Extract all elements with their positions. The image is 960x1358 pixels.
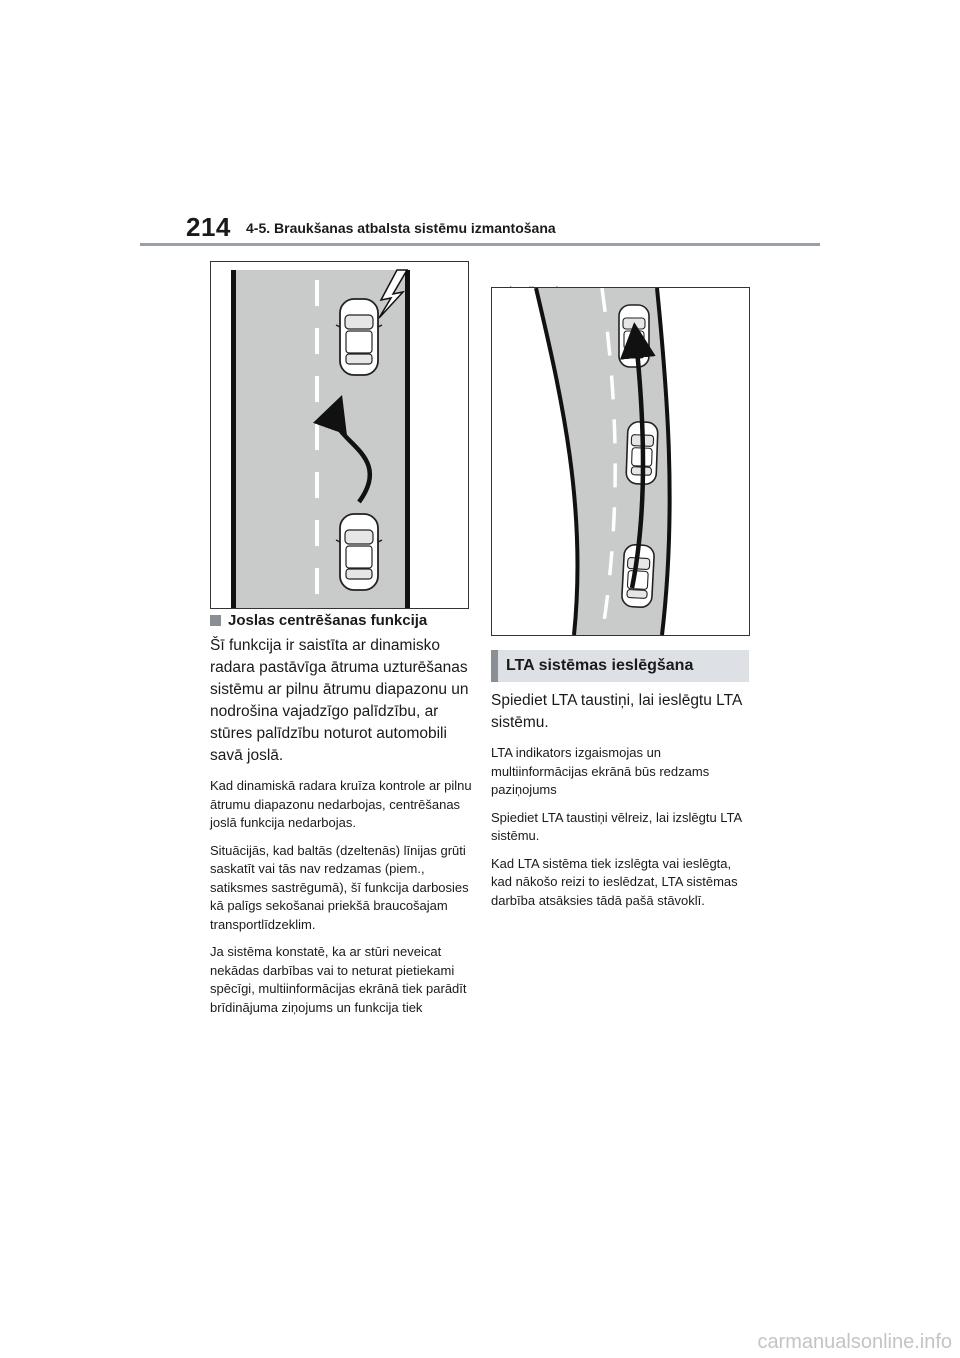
road-surface [235,270,407,608]
lane-centering-note-1: Kad dinamiskā radara kruīza kontrole ar pilnu ātrumu diapazonu nedarbojas, centrēšanas joslā funkcija nedarbojas. [210,778,472,830]
car-top [619,305,649,367]
lta-lead-paragraph: Spiediet LTA taustiņi, lai ieslēgtu LTA sistēmu. [491,692,742,731]
header-rule [140,243,820,246]
car-bottom [336,514,382,590]
lane-edge-left [231,270,236,608]
square-bullet-icon [210,615,221,626]
lane-edge-right [405,270,410,608]
car-top [336,299,382,375]
lane-centering-intro: Šī funkcija ir saistīta ar dinamisko radara pastāvīga ātruma uzturēšanas sistēmu ar pilnu ātrumu diapazonu un nodrošina vajadzīgo palīdzību, ar stūres palīdzību noturot automobili savā joslā. [210,637,469,764]
lane-centering-illustration [210,261,469,609]
site-watermark: carmanualsonline.info [757,1331,952,1353]
lta-note-2: Spiediet LTA taustiņi vēlreiz, lai izslēgtu LTA sistēmu. [491,809,742,843]
lane-centering-note-3: Ja sistēma konstatē, ka ar stūri neveicat nekādas darbības vai to neturat pietiekami spēcīgi, multiinformācijas ekrānā tiek parādīt brīdinājuma ziņojums un funkcija tiek [210,944,467,1015]
lta-note-3: Kad LTA sistēma tiek izslēgta vai ieslēgta, kad nākošo reizi to ieslēdzat, LTA sistēmas darbība atsāksies tādā pašā stāvoklī. [491,855,738,908]
lta-curve-illustration [491,287,750,636]
lane-centering-heading: Joslas centrēšanas funkcija [210,612,472,629]
chapter-title: 4-5. Braukšanas atbalsta sistēmu izmantošana [246,220,556,236]
lta-note-1: LTA indikators izgaismojas un multiinformācijas ekrānā būs redzams paziņojums [491,745,710,797]
section-title-bar: LTA sistēmas ieslēgšana [491,650,749,682]
page-number: 214 [186,212,231,242]
lane-centering-note-2: Situācijās, kad baltās (dzeltenās) līnijas grūti saskatīt vai tās nav redzamas (piem., satiksmes sastrēgumā), šī funkcija darbosies kā palīgs sekošanai priekšā braucošajam transportlīdzeklim. [210,842,469,932]
